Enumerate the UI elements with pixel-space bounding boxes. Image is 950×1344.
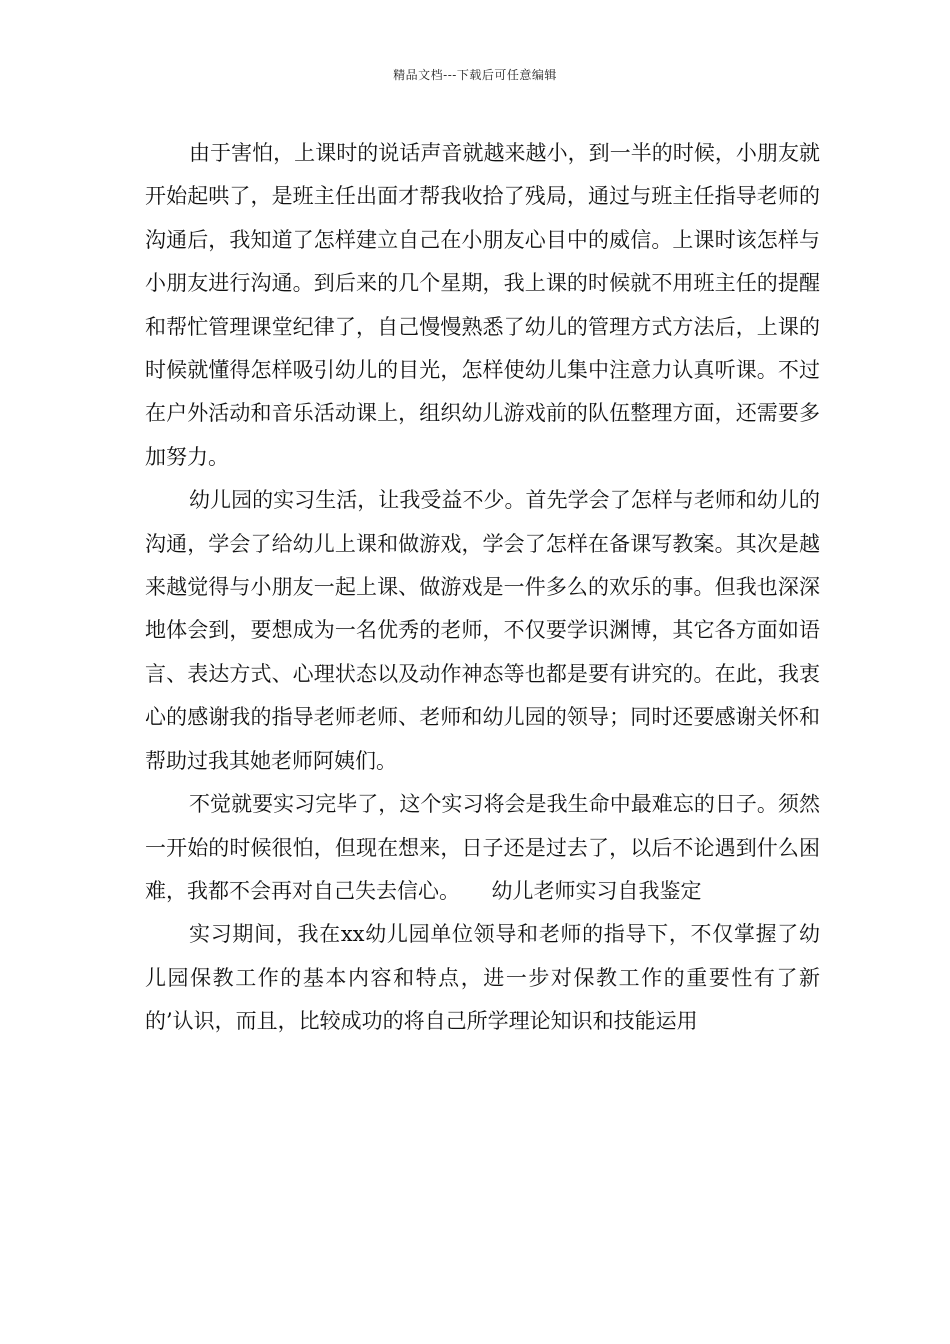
paragraph-1: 由于害怕，上课时的说话声音就越来越小，到一半的时候，小朋友就开始起哄了，是班主任出面才帮我收拾了残局，通过与班主任指导老师的沟通后，我知道了怎样建立自己在小朋友心目中的威信。上课时该怎样与小朋友进行沟通。到后来的几个星期，我上课的时候就不用班主任的提醒和帮忙管理课堂纪律了，自己慢慢熟悉了幼儿的管理方式方法后，上课的时候就懂得怎样吸引幼儿的目光，怎样使幼儿集中注意力认真听课。不过在户外活动和音乐活动课上，组织幼儿游戏前的队伍整理方面，还需要多加努力。 xyxy=(145,141,820,469)
document-body xyxy=(145,132,820,1044)
paragraph-2: 幼儿园的实习生活，让我受益不少。首先学会了怎样与老师和幼儿的沟通，学会了给幼儿上课和做游戏，学会了怎样在备课写教案。其次是越来越觉得与小朋友一起上课、做游戏是一件多么的欢乐的事。但我也深深地体会到，要想成为一名优秀的老师，不仅要学识渊博，其它各方面如语言、表达方式、心理状态以及动作神态等也都是要有讲究的。在此，我衷心的感谢我的指导老师老师、老师和幼儿园的领导；同时还要感谢关怀和帮助过我其她老师阿姨们。 xyxy=(145,488,820,773)
page-header: 精品文档---下载后可任意编辑 xyxy=(393,68,557,82)
paragraph-4: 实习期间，我在xx幼儿园单位领导和老师的指导下，不仅掌握了幼儿园保教工作的基本内容和特点，进一步对保教工作的重要性有了新的’认识，而且，比较成功的将自己所学理论知识和技能运用 xyxy=(145,922,820,1034)
paragraph-3: 不觉就要实习完毕了，这个实习将会是我生命中最难忘的日子。须然一开始的时候很怕，但现在想来，日子还是过去了，以后不论遇到什么困难，我都不会再对自己失去信心。 幼儿老师实习自我鉴定 xyxy=(145,792,820,903)
